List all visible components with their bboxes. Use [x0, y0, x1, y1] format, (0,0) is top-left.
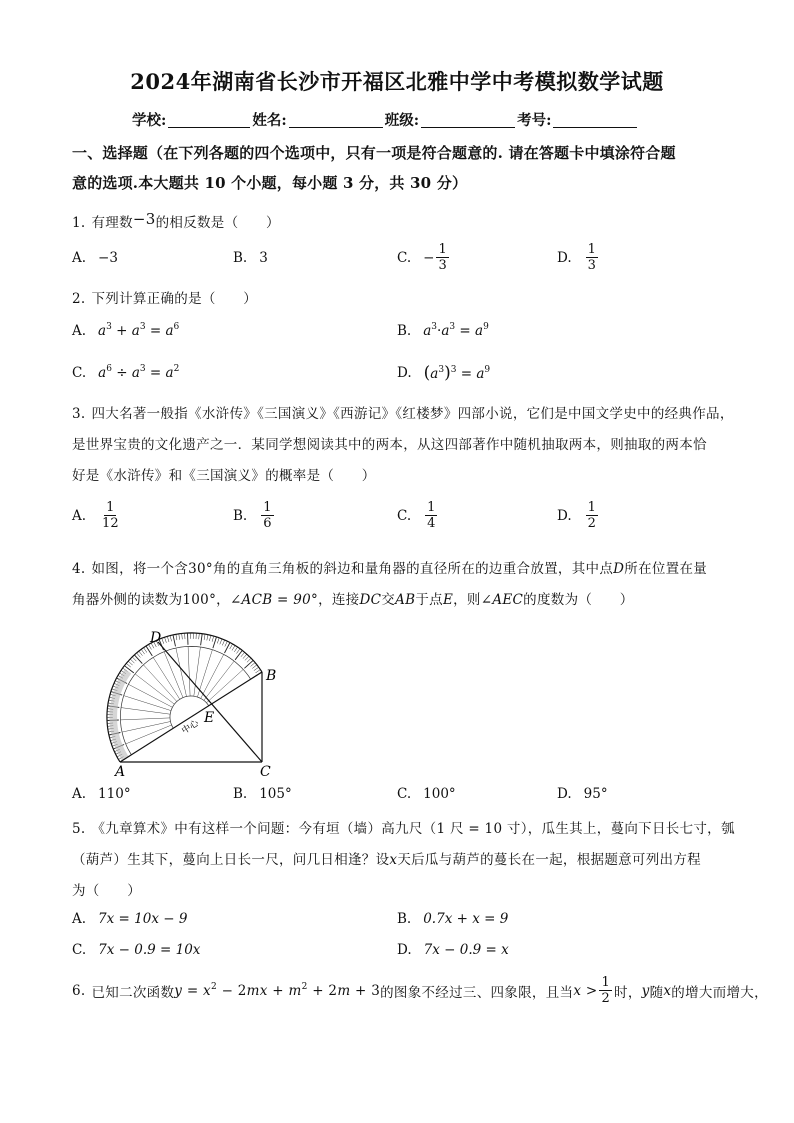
protractor-tick	[245, 656, 249, 660]
q1-text-a: 有理数	[91, 215, 133, 231]
question-number: 1.	[72, 215, 86, 231]
page-title: 2024年湖南省长沙市开福区北雅中学中考模拟数学试题	[130, 69, 664, 94]
q6-text: 的图象不经过三、四象限，且当	[380, 984, 574, 1001]
protractor-tick	[225, 643, 231, 654]
question-number: 5.	[72, 821, 86, 837]
option-label: D.	[397, 365, 412, 381]
exam-no-label: 考号:	[517, 112, 552, 129]
option-label: B.	[233, 786, 248, 802]
protractor-tick	[204, 634, 205, 640]
protractor-radial-line	[121, 708, 170, 715]
q4-option-a[interactable]	[72, 786, 131, 802]
q4-option-d[interactable]	[557, 786, 608, 802]
school-label: 学校:	[132, 112, 167, 129]
q3-option-d[interactable]	[557, 500, 600, 531]
protractor-tick	[132, 657, 136, 661]
numerator: 1	[263, 500, 272, 515]
q4-text: ，则	[453, 592, 481, 608]
numerator: 1	[427, 500, 436, 515]
protractor-tick	[170, 636, 172, 642]
protractor-tick	[232, 645, 235, 650]
protractor-tick	[225, 641, 228, 646]
option-text: 110°	[98, 786, 131, 802]
question-number: 6.	[72, 982, 86, 999]
q1-option-c[interactable]	[397, 242, 451, 273]
option-text: 7x = 10x − 9	[98, 911, 188, 927]
name-label: 姓名:	[252, 112, 287, 129]
q4-text: 角的直角三角板的斜边和量角器的直径所在的边重合放置，其中点	[212, 561, 614, 577]
option-text: 7x − 0.9 = x	[423, 942, 509, 958]
q4-text: 的度数为（ ）	[523, 592, 634, 608]
q4-text: 所在位置在量	[624, 561, 708, 577]
option-text: 7x − 0.9 = 10x	[98, 942, 201, 958]
protractor-tick	[217, 638, 219, 644]
q4-text: ，	[216, 592, 230, 608]
protractor-tick	[128, 661, 132, 665]
denominator: 4	[427, 516, 436, 531]
denominator: 3	[587, 258, 596, 273]
q3-option-a[interactable]	[72, 500, 123, 531]
protractor-triangle-figure	[100, 622, 300, 782]
option-text: 95°	[583, 786, 608, 802]
q5-text: 《九章算术》中有这样一个问题：今有垣（墙）高九尺（1 尺 = 10 寸），瓜生其上，蔓向下日长七寸，瓠	[91, 821, 735, 837]
denominator: 2	[587, 516, 596, 531]
question-4-line2	[72, 588, 634, 608]
name-blank[interactable]	[289, 113, 383, 128]
q1-text-b: 的相反数是（ ）	[155, 215, 280, 231]
q5-option-d[interactable]	[397, 942, 509, 958]
q4-text: 于点	[415, 592, 443, 608]
label-b: B	[266, 668, 277, 684]
protractor-tick	[126, 663, 131, 667]
protractor-tick	[130, 659, 134, 663]
protractor-radial-line	[204, 661, 234, 700]
denominator: 3	[438, 258, 447, 273]
school-blank[interactable]	[168, 113, 250, 128]
question-5-line2	[72, 848, 701, 868]
q1-option-a[interactable]	[72, 250, 118, 266]
option-label: C.	[72, 942, 87, 958]
fraction	[599, 975, 612, 1006]
q1-option-b[interactable]	[233, 250, 268, 266]
q3-line1: 四大名著一般指《水浒传》《三国演义》《西游记》《红楼梦》四部小说，它们是中国文学史中的经典作品，	[91, 406, 734, 422]
protractor-tick	[234, 647, 237, 652]
denominator: 2	[601, 991, 611, 1006]
option-label: C.	[397, 786, 412, 802]
protractor-tick	[165, 637, 167, 643]
segment-ab	[120, 672, 262, 762]
protractor-tick	[179, 634, 180, 640]
protractor-tick	[251, 663, 255, 667]
q1-option-d[interactable]	[557, 242, 600, 273]
q6-text: 已知二次函数	[91, 984, 175, 1001]
numerator: 1	[106, 500, 115, 515]
protractor-tick	[209, 635, 210, 641]
fraction	[586, 500, 598, 531]
option-label: B.	[233, 507, 248, 524]
protractor-tick	[212, 636, 214, 642]
q6-text: 时，	[614, 984, 642, 1001]
protractor-tick	[199, 633, 200, 639]
q5-option-b[interactable]	[397, 911, 508, 927]
student-info-row	[132, 109, 639, 130]
protractor-tick	[241, 652, 245, 657]
q4-point: D	[613, 561, 625, 577]
protractor-tick	[167, 636, 169, 642]
q2-text: 下列计算正确的是（ ）	[91, 291, 258, 307]
q4-option-b[interactable]	[233, 786, 292, 802]
option-sign: −	[423, 249, 435, 266]
exam-no-blank[interactable]	[553, 113, 637, 128]
protractor-radial-line	[153, 657, 180, 699]
protractor-radial-line	[135, 674, 174, 704]
protractor-tick	[237, 649, 241, 654]
protractor-tick	[244, 660, 253, 668]
option-label: A.	[72, 911, 87, 927]
protractor-tick	[256, 670, 261, 673]
q6-text: 随	[649, 984, 664, 1001]
question-5-line1	[72, 817, 735, 837]
protractor-tick	[235, 650, 242, 659]
segment-dc	[158, 642, 262, 762]
protractor-tick	[188, 633, 189, 645]
protractor-tick	[137, 653, 141, 657]
protractor-tick	[213, 637, 217, 648]
question-number: 2.	[72, 291, 86, 307]
option-label: A.	[72, 250, 87, 266]
q6-function: $y = x^2 - 2mx + m^2 + 2m + 3$	[174, 981, 381, 999]
protractor-tick	[254, 667, 259, 670]
option-text: 100°	[423, 786, 456, 802]
q4-segment: DC	[359, 592, 382, 608]
protractor-radial-line	[126, 725, 172, 744]
protractor-tick	[176, 634, 177, 640]
protractor-tick	[230, 644, 233, 649]
protractor-tick	[141, 649, 144, 654]
option-text: 3	[259, 250, 268, 266]
protractor-tick	[139, 651, 143, 656]
section-heading-line1: 一、选择题（在下列各题的四个选项中，只有一项是符合题意的. 请在答题卡中填涂符合题	[72, 144, 676, 162]
q4-reading: 100°	[182, 592, 217, 608]
fraction	[100, 500, 121, 531]
question-number: 3.	[72, 406, 86, 422]
label-c: C	[260, 764, 271, 780]
protractor-tick	[173, 635, 176, 647]
label-e: E	[204, 710, 215, 726]
q2-option-a[interactable]	[72, 323, 179, 339]
question-3-line3: 好是《水浒传》和《三国演义》的概率是（ ）	[72, 468, 376, 484]
q5-text: （葫芦）生其下，蔓向上日长一尺，问几日相逢？设	[72, 852, 390, 868]
option-label: C.	[397, 249, 412, 266]
q2-option-d[interactable]	[397, 363, 490, 383]
option-label: C.	[397, 507, 412, 524]
option-label: D.	[557, 507, 572, 524]
protractor-tick	[134, 655, 142, 664]
q4-text: 角器外侧的读数为	[72, 592, 183, 608]
option-text: −3	[98, 250, 118, 266]
protractor-radial-line	[122, 722, 171, 733]
option-label: A.	[72, 786, 87, 802]
class-label: 班级:	[384, 112, 420, 129]
question-3-line2: 是世界宝贵的文化遗产之一．某同学想阅读其中的两本，从这四部著作中随机抽取两本，则抽取的两本恰	[72, 437, 707, 453]
protractor-tick	[146, 646, 152, 656]
protractor-tick	[144, 648, 147, 653]
q4-option-c[interactable]	[397, 786, 456, 802]
denominator: 12	[102, 516, 119, 531]
numerator: 1	[587, 500, 596, 515]
q4-text: 交	[381, 592, 396, 608]
option-formula: $(a^3)^3 = a^9$	[423, 363, 491, 383]
protractor-tick	[247, 658, 251, 662]
protractor-tick	[222, 640, 224, 645]
q4-angle: ∠ACB = 90°	[229, 592, 319, 608]
label-d: D	[150, 630, 162, 646]
option-label: C.	[72, 365, 87, 381]
question-number: 4.	[72, 561, 86, 577]
q5-text: 天后瓜与葫芦的蔓长在一起，根据题意可列出方程	[397, 852, 701, 868]
q6-variable: y	[641, 982, 650, 999]
option-formula: $a^3 + a^3 = a^6$	[98, 322, 180, 339]
option-label: D.	[557, 786, 572, 802]
fraction	[436, 242, 448, 273]
fraction	[261, 500, 273, 531]
q2-option-b[interactable]	[397, 323, 489, 339]
protractor-radial-line	[188, 647, 190, 697]
q1-value: −3	[132, 210, 156, 228]
protractor-radial-line	[194, 647, 201, 696]
question-2	[72, 287, 257, 307]
q6-text: 的增大而增大，	[671, 984, 768, 1001]
option-text: 0.7x + x = 9	[423, 911, 509, 927]
numerator: 1	[587, 242, 596, 257]
question-1	[72, 210, 280, 231]
protractor-tick	[201, 634, 203, 646]
option-label: D.	[557, 249, 572, 266]
question-6	[72, 975, 768, 1006]
question-3-line1	[72, 402, 734, 422]
fraction	[586, 242, 598, 273]
option-formula: $a^3\cdot a^3 = a^9$	[423, 322, 489, 339]
q5-option-c[interactable]	[72, 942, 200, 958]
option-label: D.	[397, 942, 412, 958]
q5-variable: x	[389, 852, 398, 868]
question-5-line3: 为（ ）	[72, 883, 141, 899]
label-a: A	[115, 764, 126, 780]
q4-point: E	[442, 592, 454, 608]
q3-option-b[interactable]	[233, 500, 276, 531]
option-label: B.	[397, 323, 412, 339]
protractor-tick	[162, 638, 164, 644]
protractor-tick	[252, 665, 257, 669]
label-center: 中心	[180, 718, 201, 737]
q3-option-c[interactable]	[397, 500, 439, 531]
protractor-tick	[207, 635, 208, 641]
class-blank[interactable]	[421, 113, 515, 128]
q2-option-c[interactable]	[72, 365, 179, 381]
protractor-radial-line	[207, 669, 244, 702]
fraction	[425, 500, 437, 531]
option-label: B.	[233, 250, 248, 266]
protractor-tick	[182, 634, 183, 640]
q4-angle: ∠AEC	[480, 592, 524, 608]
option-label: B.	[397, 911, 412, 927]
option-formula: $a^6 \div a^3 = a^2$	[98, 364, 180, 381]
option-label: A.	[72, 507, 87, 524]
question-4-line1	[72, 557, 707, 577]
q6-condition: x >	[573, 982, 598, 999]
numerator: 1	[438, 242, 447, 257]
numerator: 1	[601, 975, 611, 990]
q4-segment: AB	[395, 592, 416, 608]
q6-variable: x	[663, 982, 672, 999]
protractor-radial-line	[121, 718, 171, 720]
q4-angle: 30°	[188, 561, 213, 577]
q5-option-a[interactable]	[72, 911, 187, 927]
q4-text: 如图，将一个含	[91, 561, 189, 577]
protractor-tick	[220, 639, 222, 644]
option-label: A.	[72, 323, 87, 339]
denominator: 6	[263, 516, 272, 531]
option-text: 105°	[259, 786, 292, 802]
protractor-tick	[243, 654, 247, 658]
section-heading-line2: 意的选项.本大题共 10 个小题，每小题 3 分，共 30 分）	[72, 174, 468, 192]
q4-text: ，连接	[318, 592, 360, 608]
protractor	[107, 633, 262, 762]
